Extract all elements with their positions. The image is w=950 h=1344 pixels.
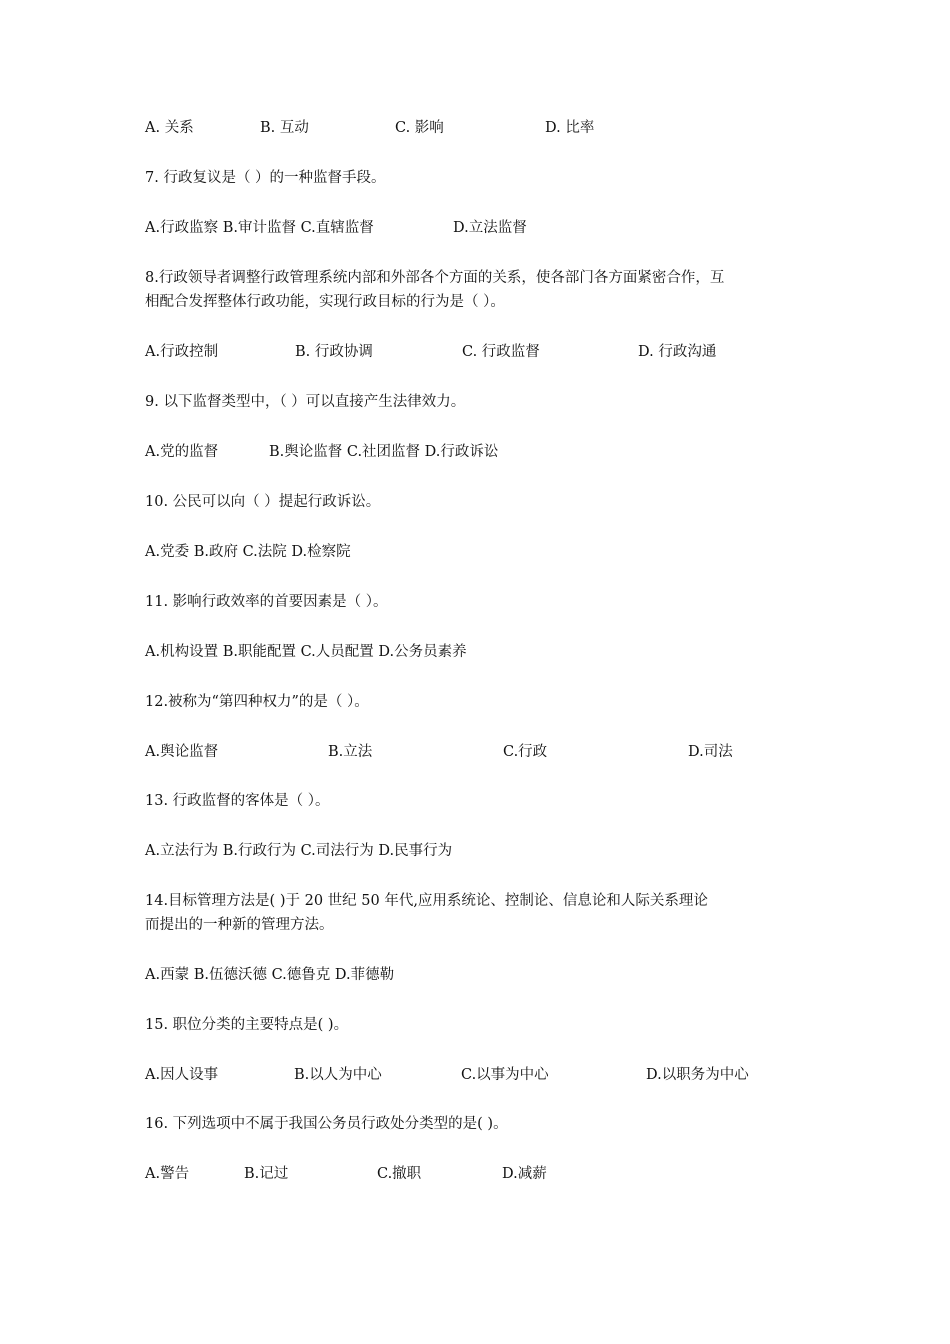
q15-option-c: C.以事为中心 [461, 1067, 549, 1083]
q8-question-line-2: 相配合发挥整体行政功能，实现行政目标的行为是（ ）。 [145, 294, 505, 310]
q10-question: 10. 公民可以向（ ）提起行政诉讼。 [145, 494, 381, 510]
q7-option-d: D.立法监督 [453, 220, 527, 236]
q6-option-a: A. 关系 [145, 120, 194, 136]
q14-question-line-1: 14.目标管理方法是( )于 20 世纪 50 年代,应用系统论、控制论、信息论和人际关系理论 [145, 893, 708, 909]
q12-question: 12.被称为“第四种权力”的是（ ）。 [145, 694, 369, 710]
q13-question: 13. 行政监督的客体是（ ）。 [145, 793, 330, 809]
q15-option-d: D.以职务为中心 [646, 1067, 749, 1083]
q12-option-b: B.立法 [328, 744, 373, 760]
q11-question: 11. 影响行政效率的首要因素是（ ）。 [145, 594, 388, 610]
q16-option-d: D.减薪 [502, 1166, 547, 1182]
q9-question: 9. 以下监督类型中，（ ）可以直接产生法律效力。 [145, 394, 466, 410]
q6-option-b: B. 互动 [260, 120, 309, 136]
q8-option-b: B. 行政协调 [295, 344, 373, 360]
q7-question: 7. 行政复议是（ ）的一种监督手段。 [145, 170, 386, 186]
q10-options: A.党委 B.政府 C.法院 D.检察院 [145, 544, 351, 560]
q9-option-a: A.党的监督 [145, 444, 219, 460]
q11-options: A.机构设置 B.职能配置 C.人员配置 D.公务员素养 [145, 644, 467, 660]
q8-option-c: C. 行政监督 [462, 344, 540, 360]
q13-options: A.立法行为 B.行政行为 C.司法行为 D.民事行为 [145, 843, 453, 859]
q12-option-a: A.舆论监督 [145, 744, 219, 760]
q15-option-a: A.因人设事 [145, 1067, 219, 1083]
q15-option-b: B.以人为中心 [294, 1067, 382, 1083]
q12-option-c: C.行政 [503, 744, 548, 760]
q16-option-b: B.记过 [244, 1166, 289, 1182]
q12-option-d: D.司法 [688, 744, 733, 760]
q8-option-a: A.行政控制 [145, 344, 219, 360]
q16-option-c: C.撤职 [377, 1166, 422, 1182]
q9-option-bcd: B.舆论监督 C.社团监督 D.行政诉讼 [269, 444, 499, 460]
q14-question-line-2: 而提出的一种新的管理方法。 [145, 917, 334, 933]
q14-options: A.西蒙 B.伍德沃德 C.德鲁克 D.菲德勒 [145, 967, 395, 983]
q16-question: 16. 下列选项中不属于我国公务员行政处分类型的是( )。 [145, 1116, 508, 1132]
q16-option-a: A.警告 [145, 1166, 190, 1182]
q6-option-d: D. 比率 [545, 120, 595, 136]
q6-option-c: C. 影响 [395, 120, 444, 136]
q8-question-line-1: 8.行政领导者调整行政管理系统内部和外部各个方面的关系，使各部门各方面紧密合作，互 [145, 270, 725, 286]
q7-option-abc: A.行政监察 B.审计监督 C.直辖监督 [145, 220, 374, 236]
q8-option-d: D. 行政沟通 [638, 344, 717, 360]
q15-question: 15. 职位分类的主要特点是( )。 [145, 1017, 349, 1033]
